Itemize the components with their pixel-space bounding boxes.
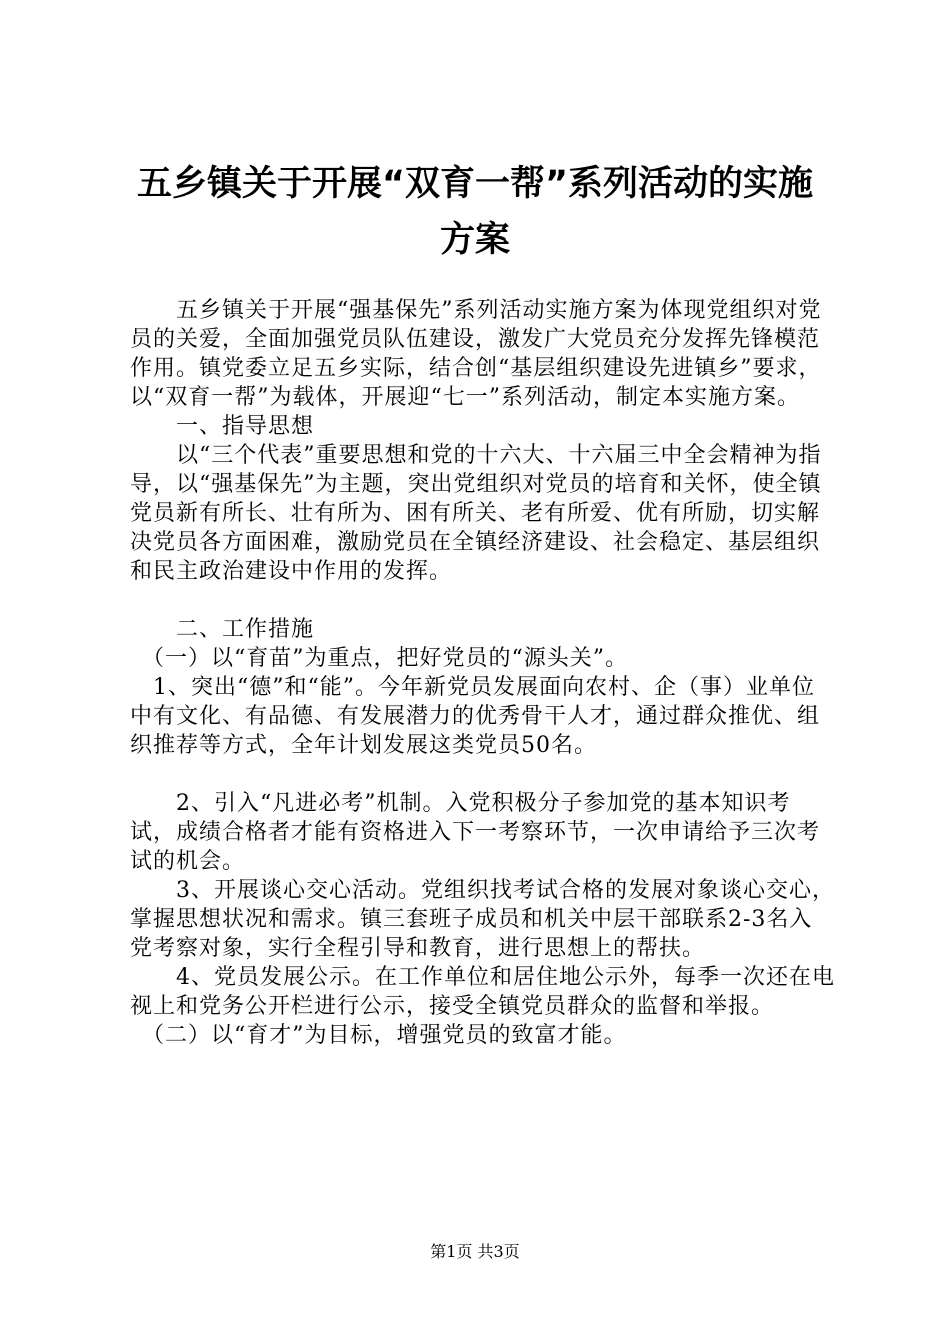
guiding-ideology-paragraph: 以“三个代表”重要思想和党的十六大、十六届三中全会精神为指导，以“强基保先”为主题，突出党组织对党员的培育和关怀，使全镇党员新有所长、壮有所为、困有所关、老有所爱、优有所励，切实解决党员各方面困难，激励党员在全镇经济建设、社会稳定、基层组织和民主政治建设中作用的发挥。 [130, 443, 822, 584]
blank-line [130, 760, 835, 789]
section-heading-work-measures: 二、工作措施 [130, 617, 315, 642]
section-heading-guiding-ideology: 一、指导思想 [130, 414, 315, 439]
measure-item-4: 4、党员发展公示。在工作单位和居住地公示外，每季一次还在电视上和党务公开栏进行公示，接受全镇党员群众的监督和举报。 [130, 965, 835, 1019]
intro-paragraph: 五乡镇关于开展“强基保先”系列活动实施方案为体现党组织对党员的关爱，全面加强党员队伍建设，激发广大党员充分发挥先锋模范作用。镇党委立足五乡实际，结合创“基层组织建设先进镇乡”要求，以“双育一帮”为载体，开展迎“七一”系列活动，制定本实施方案。 [130, 298, 822, 410]
document-body [130, 296, 835, 1050]
subsection-heading-2: （二）以“育才”为目标，增强党员的致富才能。 [130, 1023, 627, 1048]
blank-line [130, 586, 835, 615]
measure-item-1: 1、突出“德”和“能”。今年新党员发展面向农村、企（事）业单位中有文化、有品德、有发展潜力的优秀骨干人才，通过群众推优、组织推荐等方式，全年计划发展这类党员50名。 [130, 675, 821, 758]
document-title-line-1: 五乡镇关于开展“双育一帮”系列活动的实施 [136, 164, 813, 204]
page-number-footer: 第1页 共3页 [430, 1242, 520, 1261]
measure-item-3: 3、开展谈心交心活动。党组织找考试合格的发展对象谈心交心，掌握思想状况和需求。镇三套班子成员和机关中层干部联系2-3名入党考察对象，实行全程引导和教育，进行思想上的帮扶。 [130, 878, 835, 961]
subsection-heading-1: （一）以“育苗”为重点，把好党员的“源头关”。 [130, 646, 628, 671]
measure-item-2: 2、引入“凡进必考”机制。入党积极分子参加党的基本知识考试，成绩合格者才能有资格进入下一考察环节，一次申请给予三次考试的机会。 [130, 791, 821, 874]
document-title-line-2: 方案 [439, 220, 510, 260]
